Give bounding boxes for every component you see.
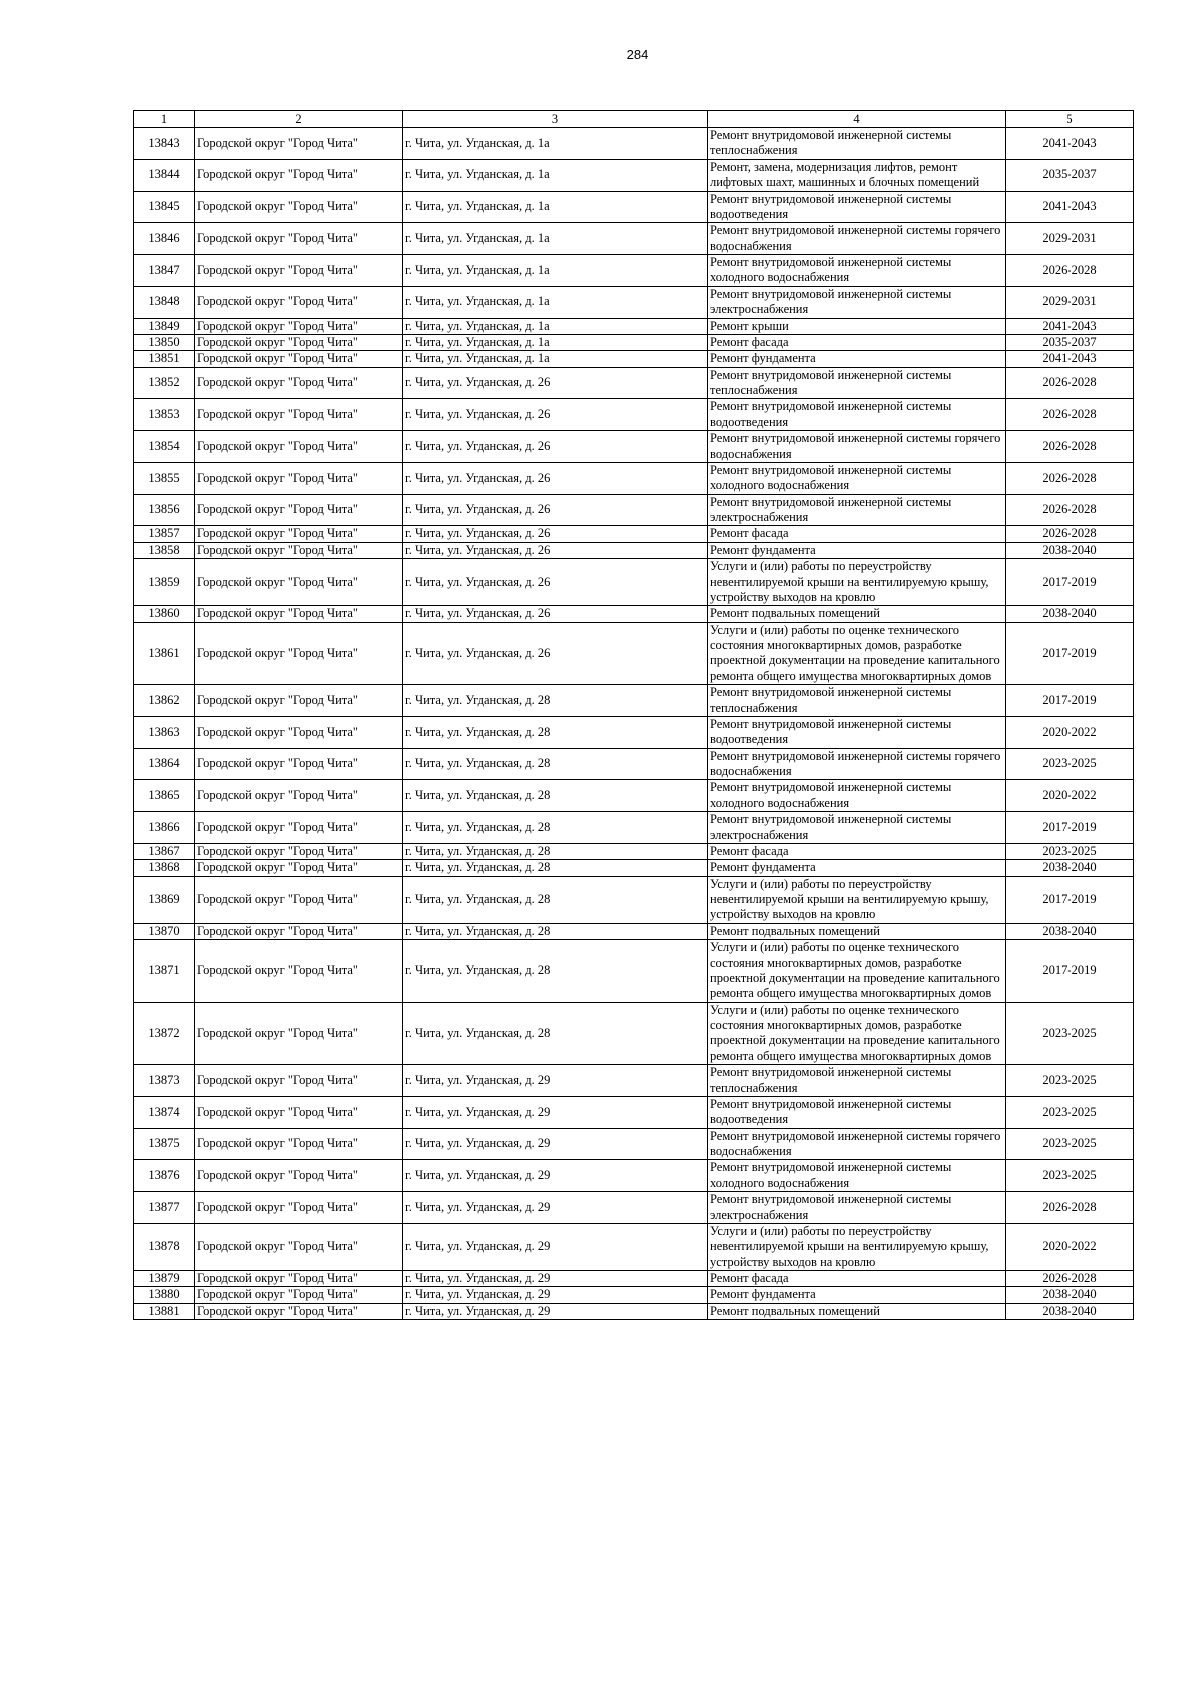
header-cell: 3 bbox=[403, 111, 708, 128]
years-cell: 2023-2025 bbox=[1006, 748, 1134, 780]
work-type-cell: Ремонт фасада bbox=[708, 526, 1006, 542]
work-type-cell: Ремонт внутридомовой инженерной системы водоотведения bbox=[708, 716, 1006, 748]
years-cell: 2017-2019 bbox=[1006, 812, 1134, 844]
row-number-cell: 13858 bbox=[134, 542, 195, 558]
header-cell: 2 bbox=[195, 111, 403, 128]
address-cell: г. Чита, ул. Угданская, д. 29 bbox=[403, 1128, 708, 1160]
row-number-cell: 13863 bbox=[134, 716, 195, 748]
row-number-cell: 13874 bbox=[134, 1096, 195, 1128]
table-row bbox=[134, 606, 1134, 622]
years-cell: 2035-2037 bbox=[1006, 159, 1134, 191]
table-row bbox=[134, 685, 1134, 717]
work-type-cell: Ремонт фасада bbox=[708, 1271, 1006, 1287]
work-type-cell: Ремонт внутридомовой инженерной системы электроснабжения bbox=[708, 1192, 1006, 1224]
municipality-cell: Городской округ "Город Чита" bbox=[195, 1128, 403, 1160]
work-type-cell: Ремонт фундамента bbox=[708, 860, 1006, 876]
work-type-cell: Ремонт крыши bbox=[708, 318, 1006, 334]
years-cell: 2041-2043 bbox=[1006, 191, 1134, 223]
row-number-cell: 13862 bbox=[134, 685, 195, 717]
work-type-cell: Ремонт внутридомовой инженерной системы водоотведения bbox=[708, 399, 1006, 431]
header-cell: 5 bbox=[1006, 111, 1134, 128]
years-cell: 2023-2025 bbox=[1006, 1128, 1134, 1160]
table-row bbox=[134, 843, 1134, 859]
municipality-cell: Городской округ "Город Чита" bbox=[195, 748, 403, 780]
municipality-cell: Городской округ "Город Чита" bbox=[195, 606, 403, 622]
municipality-cell: Городской округ "Город Чита" bbox=[195, 1002, 403, 1065]
work-type-cell: Ремонт, замена, модернизация лифтов, ремонт лифтовых шахт, машинных и блочных помещений bbox=[708, 159, 1006, 191]
years-cell: 2017-2019 bbox=[1006, 622, 1134, 685]
years-cell: 2038-2040 bbox=[1006, 860, 1134, 876]
row-number-cell: 13851 bbox=[134, 351, 195, 367]
work-type-cell: Ремонт внутридомовой инженерной системы горячего водоснабжения bbox=[708, 748, 1006, 780]
row-number-cell: 13875 bbox=[134, 1128, 195, 1160]
table-row bbox=[134, 223, 1134, 255]
municipality-cell: Городской округ "Город Чита" bbox=[195, 716, 403, 748]
table-row bbox=[134, 1096, 1134, 1128]
table-row bbox=[134, 940, 1134, 1003]
municipality-cell: Городской округ "Город Чита" bbox=[195, 860, 403, 876]
years-cell: 2017-2019 bbox=[1006, 940, 1134, 1003]
row-number-cell: 13861 bbox=[134, 622, 195, 685]
table-row bbox=[134, 462, 1134, 494]
address-cell: г. Чита, ул. Угданская, д. 29 bbox=[403, 1160, 708, 1192]
work-type-cell: Ремонт подвальных помещений bbox=[708, 923, 1006, 939]
table-row bbox=[134, 748, 1134, 780]
table-row bbox=[134, 318, 1134, 334]
municipality-cell: Городской округ "Город Чита" bbox=[195, 812, 403, 844]
municipality-cell: Городской округ "Город Чита" bbox=[195, 542, 403, 558]
table-row bbox=[134, 1303, 1134, 1319]
row-number-cell: 13866 bbox=[134, 812, 195, 844]
row-number-cell: 13848 bbox=[134, 286, 195, 318]
address-cell: г. Чита, ул. Угданская, д. 26 bbox=[403, 367, 708, 399]
address-cell: г. Чита, ул. Угданская, д. 1а bbox=[403, 223, 708, 255]
table-row bbox=[134, 1065, 1134, 1097]
municipality-cell: Городской округ "Город Чита" bbox=[195, 494, 403, 526]
years-cell: 2020-2022 bbox=[1006, 780, 1134, 812]
row-number-cell: 13865 bbox=[134, 780, 195, 812]
municipality-cell: Городской округ "Город Чита" bbox=[195, 128, 403, 160]
years-cell: 2038-2040 bbox=[1006, 542, 1134, 558]
work-type-cell: Услуги и (или) работы по переустройству невентилируемой крыши на вентилируемую крышу, устройству выходов на кровлю bbox=[708, 876, 1006, 923]
work-type-cell: Ремонт внутридомовой инженерной системы водоотведения bbox=[708, 1096, 1006, 1128]
address-cell: г. Чита, ул. Угданская, д. 29 bbox=[403, 1192, 708, 1224]
address-cell: г. Чита, ул. Угданская, д. 1а bbox=[403, 255, 708, 287]
address-cell: г. Чита, ул. Угданская, д. 28 bbox=[403, 780, 708, 812]
municipality-cell: Городской округ "Город Чита" bbox=[195, 940, 403, 1003]
work-type-cell: Ремонт внутридомовой инженерной системы электроснабжения bbox=[708, 812, 1006, 844]
municipality-cell: Городской округ "Город Чита" bbox=[195, 923, 403, 939]
row-number-cell: 13871 bbox=[134, 940, 195, 1003]
address-cell: г. Чита, ул. Угданская, д. 28 bbox=[403, 860, 708, 876]
row-number-cell: 13872 bbox=[134, 1002, 195, 1065]
municipality-cell: Городской округ "Город Чита" bbox=[195, 780, 403, 812]
table-row bbox=[134, 286, 1134, 318]
table-row bbox=[134, 923, 1134, 939]
years-cell: 2041-2043 bbox=[1006, 128, 1134, 160]
address-cell: г. Чита, ул. Угданская, д. 28 bbox=[403, 940, 708, 1003]
address-cell: г. Чита, ул. Угданская, д. 29 bbox=[403, 1096, 708, 1128]
table-row bbox=[134, 494, 1134, 526]
address-cell: г. Чита, ул. Угданская, д. 1а bbox=[403, 351, 708, 367]
work-type-cell: Услуги и (или) работы по переустройству невентилируемой крыши на вентилируемую крышу, устройству выходов на кровлю bbox=[708, 1223, 1006, 1270]
row-number-cell: 13864 bbox=[134, 748, 195, 780]
municipality-cell: Городской округ "Город Чита" bbox=[195, 351, 403, 367]
address-cell: г. Чита, ул. Угданская, д. 28 bbox=[403, 812, 708, 844]
row-number-cell: 13878 bbox=[134, 1223, 195, 1270]
table-row bbox=[134, 542, 1134, 558]
years-cell: 2023-2025 bbox=[1006, 1002, 1134, 1065]
years-cell: 2038-2040 bbox=[1006, 606, 1134, 622]
address-cell: г. Чита, ул. Угданская, д. 28 bbox=[403, 923, 708, 939]
address-cell: г. Чита, ул. Угданская, д. 29 bbox=[403, 1065, 708, 1097]
municipality-cell: Городской округ "Город Чита" bbox=[195, 876, 403, 923]
address-cell: г. Чита, ул. Угданская, д. 29 bbox=[403, 1287, 708, 1303]
municipality-cell: Городской округ "Город Чита" bbox=[195, 1160, 403, 1192]
row-number-cell: 13843 bbox=[134, 128, 195, 160]
work-type-cell: Услуги и (или) работы по оценке технического состояния многоквартирных домов, разработке проектной документации на проведение капитального ремонта общего имущества многоквартирных домов bbox=[708, 622, 1006, 685]
address-cell: г. Чита, ул. Угданская, д. 28 bbox=[403, 843, 708, 859]
row-number-cell: 13881 bbox=[134, 1303, 195, 1319]
work-type-cell: Ремонт внутридомовой инженерной системы холодного водоснабжения bbox=[708, 780, 1006, 812]
table-row bbox=[134, 559, 1134, 606]
municipality-cell: Городской округ "Город Чита" bbox=[195, 399, 403, 431]
row-number-cell: 13873 bbox=[134, 1065, 195, 1097]
row-number-cell: 13844 bbox=[134, 159, 195, 191]
row-number-cell: 13854 bbox=[134, 431, 195, 463]
row-number-cell: 13859 bbox=[134, 559, 195, 606]
years-cell: 2017-2019 bbox=[1006, 876, 1134, 923]
municipality-cell: Городской округ "Город Чита" bbox=[195, 159, 403, 191]
table-row bbox=[134, 191, 1134, 223]
municipality-cell: Городской округ "Город Чита" bbox=[195, 1271, 403, 1287]
address-cell: г. Чита, ул. Угданская, д. 29 bbox=[403, 1303, 708, 1319]
table-row bbox=[134, 431, 1134, 463]
years-cell: 2026-2028 bbox=[1006, 367, 1134, 399]
table-row bbox=[134, 876, 1134, 923]
work-type-cell: Ремонт внутридомовой инженерной системы теплоснабжения bbox=[708, 128, 1006, 160]
address-cell: г. Чита, ул. Угданская, д. 1а bbox=[403, 128, 708, 160]
address-cell: г. Чита, ул. Угданская, д. 26 bbox=[403, 462, 708, 494]
address-cell: г. Чита, ул. Угданская, д. 1а bbox=[403, 159, 708, 191]
years-cell: 2026-2028 bbox=[1006, 1271, 1134, 1287]
municipality-cell: Городской округ "Город Чита" bbox=[195, 286, 403, 318]
municipality-cell: Городской округ "Город Чита" bbox=[195, 367, 403, 399]
row-number-cell: 13850 bbox=[134, 334, 195, 350]
years-cell: 2023-2025 bbox=[1006, 1160, 1134, 1192]
page-number: 284 bbox=[626, 47, 649, 62]
table-row bbox=[134, 159, 1134, 191]
header-cell: 1 bbox=[134, 111, 195, 128]
years-cell: 2038-2040 bbox=[1006, 923, 1134, 939]
work-type-cell: Ремонт внутридомовой инженерной системы электроснабжения bbox=[708, 286, 1006, 318]
table-row bbox=[134, 1160, 1134, 1192]
address-cell: г. Чита, ул. Угданская, д. 26 bbox=[403, 399, 708, 431]
table-row bbox=[134, 128, 1134, 160]
table-row bbox=[134, 1287, 1134, 1303]
address-cell: г. Чита, ул. Угданская, д. 26 bbox=[403, 494, 708, 526]
years-cell: 2020-2022 bbox=[1006, 1223, 1134, 1270]
capital-repair-table bbox=[133, 110, 1134, 1320]
address-cell: г. Чита, ул. Угданская, д. 28 bbox=[403, 876, 708, 923]
row-number-cell: 13868 bbox=[134, 860, 195, 876]
work-type-cell: Ремонт внутридомовой инженерной системы горячего водоснабжения bbox=[708, 1128, 1006, 1160]
row-number-cell: 13846 bbox=[134, 223, 195, 255]
work-type-cell: Ремонт внутридомовой инженерной системы теплоснабжения bbox=[708, 685, 1006, 717]
municipality-cell: Городской округ "Город Чита" bbox=[195, 431, 403, 463]
years-cell: 2026-2028 bbox=[1006, 1192, 1134, 1224]
municipality-cell: Городской округ "Город Чита" bbox=[195, 318, 403, 334]
table-row bbox=[134, 622, 1134, 685]
municipality-cell: Городской округ "Город Чита" bbox=[195, 191, 403, 223]
municipality-cell: Городской округ "Город Чита" bbox=[195, 1303, 403, 1319]
municipality-cell: Городской округ "Город Чита" bbox=[195, 1096, 403, 1128]
municipality-cell: Городской округ "Город Чита" bbox=[195, 622, 403, 685]
address-cell: г. Чита, ул. Угданская, д. 1а bbox=[403, 191, 708, 223]
municipality-cell: Городской округ "Город Чита" bbox=[195, 559, 403, 606]
municipality-cell: Городской округ "Город Чита" bbox=[195, 223, 403, 255]
years-cell: 2041-2043 bbox=[1006, 318, 1134, 334]
address-cell: г. Чита, ул. Угданская, д. 1а bbox=[403, 334, 708, 350]
years-cell: 2026-2028 bbox=[1006, 526, 1134, 542]
table-row bbox=[134, 399, 1134, 431]
work-type-cell: Услуги и (или) работы по оценке технического состояния многоквартирных домов, разработке проектной документации на проведение капитального ремонта общего имущества многоквартирных домов bbox=[708, 1002, 1006, 1065]
years-cell: 2026-2028 bbox=[1006, 255, 1134, 287]
table-row bbox=[134, 780, 1134, 812]
municipality-cell: Городской округ "Город Чита" bbox=[195, 843, 403, 859]
years-cell: 2023-2025 bbox=[1006, 1096, 1134, 1128]
row-number-cell: 13879 bbox=[134, 1271, 195, 1287]
municipality-cell: Городской округ "Город Чита" bbox=[195, 1192, 403, 1224]
municipality-cell: Городской округ "Город Чита" bbox=[195, 255, 403, 287]
work-type-cell: Ремонт фасада bbox=[708, 843, 1006, 859]
years-cell: 2020-2022 bbox=[1006, 716, 1134, 748]
work-type-cell: Ремонт внутридомовой инженерной системы теплоснабжения bbox=[708, 367, 1006, 399]
years-cell: 2038-2040 bbox=[1006, 1303, 1134, 1319]
years-cell: 2026-2028 bbox=[1006, 431, 1134, 463]
years-cell: 2038-2040 bbox=[1006, 1287, 1134, 1303]
table-row bbox=[134, 1192, 1134, 1224]
work-type-cell: Ремонт внутридомовой инженерной системы электроснабжения bbox=[708, 494, 1006, 526]
row-number-cell: 13876 bbox=[134, 1160, 195, 1192]
work-type-cell: Ремонт фундамента bbox=[708, 1287, 1006, 1303]
municipality-cell: Городской округ "Город Чита" bbox=[195, 462, 403, 494]
row-number-cell: 13849 bbox=[134, 318, 195, 334]
municipality-cell: Городской округ "Город Чита" bbox=[195, 526, 403, 542]
address-cell: г. Чита, ул. Угданская, д. 1а bbox=[403, 318, 708, 334]
address-cell: г. Чита, ул. Угданская, д. 26 bbox=[403, 526, 708, 542]
row-number-cell: 13857 bbox=[134, 526, 195, 542]
work-type-cell: Ремонт подвальных помещений bbox=[708, 1303, 1006, 1319]
municipality-cell: Городской округ "Город Чита" bbox=[195, 685, 403, 717]
years-cell: 2035-2037 bbox=[1006, 334, 1134, 350]
table-row bbox=[134, 367, 1134, 399]
header-cell: 4 bbox=[708, 111, 1006, 128]
municipality-cell: Городской округ "Город Чита" bbox=[195, 334, 403, 350]
row-number-cell: 13880 bbox=[134, 1287, 195, 1303]
work-type-cell: Ремонт фундамента bbox=[708, 542, 1006, 558]
years-cell: 2026-2028 bbox=[1006, 462, 1134, 494]
years-cell: 2023-2025 bbox=[1006, 843, 1134, 859]
address-cell: г. Чита, ул. Угданская, д. 1а bbox=[403, 286, 708, 318]
address-cell: г. Чита, ул. Угданская, д. 28 bbox=[403, 748, 708, 780]
row-number-cell: 13856 bbox=[134, 494, 195, 526]
municipality-cell: Городской округ "Город Чита" bbox=[195, 1223, 403, 1270]
table-row bbox=[134, 1223, 1134, 1270]
row-number-cell: 13852 bbox=[134, 367, 195, 399]
row-number-cell: 13877 bbox=[134, 1192, 195, 1224]
table-row bbox=[134, 351, 1134, 367]
work-type-cell: Ремонт внутридомовой инженерной системы теплоснабжения bbox=[708, 1065, 1006, 1097]
address-cell: г. Чита, ул. Угданская, д. 28 bbox=[403, 685, 708, 717]
years-cell: 2029-2031 bbox=[1006, 286, 1134, 318]
years-cell: 2017-2019 bbox=[1006, 685, 1134, 717]
address-cell: г. Чита, ул. Угданская, д. 28 bbox=[403, 716, 708, 748]
table-header-row bbox=[134, 111, 1134, 128]
address-cell: г. Чита, ул. Угданская, д. 26 bbox=[403, 559, 708, 606]
table-row bbox=[134, 334, 1134, 350]
work-type-cell: Ремонт фасада bbox=[708, 334, 1006, 350]
row-number-cell: 13855 bbox=[134, 462, 195, 494]
table-row bbox=[134, 716, 1134, 748]
years-cell: 2041-2043 bbox=[1006, 351, 1134, 367]
work-type-cell: Ремонт внутридомовой инженерной системы водоотведения bbox=[708, 191, 1006, 223]
address-cell: г. Чита, ул. Угданская, д. 29 bbox=[403, 1271, 708, 1287]
row-number-cell: 13847 bbox=[134, 255, 195, 287]
years-cell: 2026-2028 bbox=[1006, 494, 1134, 526]
address-cell: г. Чита, ул. Угданская, д. 28 bbox=[403, 1002, 708, 1065]
address-cell: г. Чита, ул. Угданская, д. 26 bbox=[403, 542, 708, 558]
work-type-cell: Ремонт внутридомовой инженерной системы холодного водоснабжения bbox=[708, 255, 1006, 287]
municipality-cell: Городской округ "Город Чита" bbox=[195, 1287, 403, 1303]
row-number-cell: 13870 bbox=[134, 923, 195, 939]
address-cell: г. Чита, ул. Угданская, д. 26 bbox=[403, 431, 708, 463]
municipality-cell: Городской округ "Город Чита" bbox=[195, 1065, 403, 1097]
table-row bbox=[134, 860, 1134, 876]
work-type-cell: Ремонт внутридомовой инженерной системы холодного водоснабжения bbox=[708, 462, 1006, 494]
table-row bbox=[134, 812, 1134, 844]
row-number-cell: 13860 bbox=[134, 606, 195, 622]
table-row bbox=[134, 1128, 1134, 1160]
years-cell: 2023-2025 bbox=[1006, 1065, 1134, 1097]
years-cell: 2017-2019 bbox=[1006, 559, 1134, 606]
row-number-cell: 13845 bbox=[134, 191, 195, 223]
work-type-cell: Ремонт внутридомовой инженерной системы горячего водоснабжения bbox=[708, 431, 1006, 463]
work-type-cell: Ремонт фундамента bbox=[708, 351, 1006, 367]
years-cell: 2026-2028 bbox=[1006, 399, 1134, 431]
work-type-cell: Ремонт внутридомовой инженерной системы горячего водоснабжения bbox=[708, 223, 1006, 255]
row-number-cell: 13869 bbox=[134, 876, 195, 923]
work-type-cell: Услуги и (или) работы по оценке технического состояния многоквартирных домов, разработке проектной документации на проведение капитального ремонта общего имущества многоквартирных домов bbox=[708, 940, 1006, 1003]
table-row bbox=[134, 1271, 1134, 1287]
table-row bbox=[134, 255, 1134, 287]
table-row bbox=[134, 1002, 1134, 1065]
years-cell: 2029-2031 bbox=[1006, 223, 1134, 255]
address-cell: г. Чита, ул. Угданская, д. 29 bbox=[403, 1223, 708, 1270]
row-number-cell: 13867 bbox=[134, 843, 195, 859]
work-type-cell: Услуги и (или) работы по переустройству невентилируемой крыши на вентилируемую крышу, устройству выходов на кровлю bbox=[708, 559, 1006, 606]
work-type-cell: Ремонт подвальных помещений bbox=[708, 606, 1006, 622]
address-cell: г. Чита, ул. Угданская, д. 26 bbox=[403, 622, 708, 685]
work-type-cell: Ремонт внутридомовой инженерной системы холодного водоснабжения bbox=[708, 1160, 1006, 1192]
table-row bbox=[134, 526, 1134, 542]
address-cell: г. Чита, ул. Угданская, д. 26 bbox=[403, 606, 708, 622]
row-number-cell: 13853 bbox=[134, 399, 195, 431]
